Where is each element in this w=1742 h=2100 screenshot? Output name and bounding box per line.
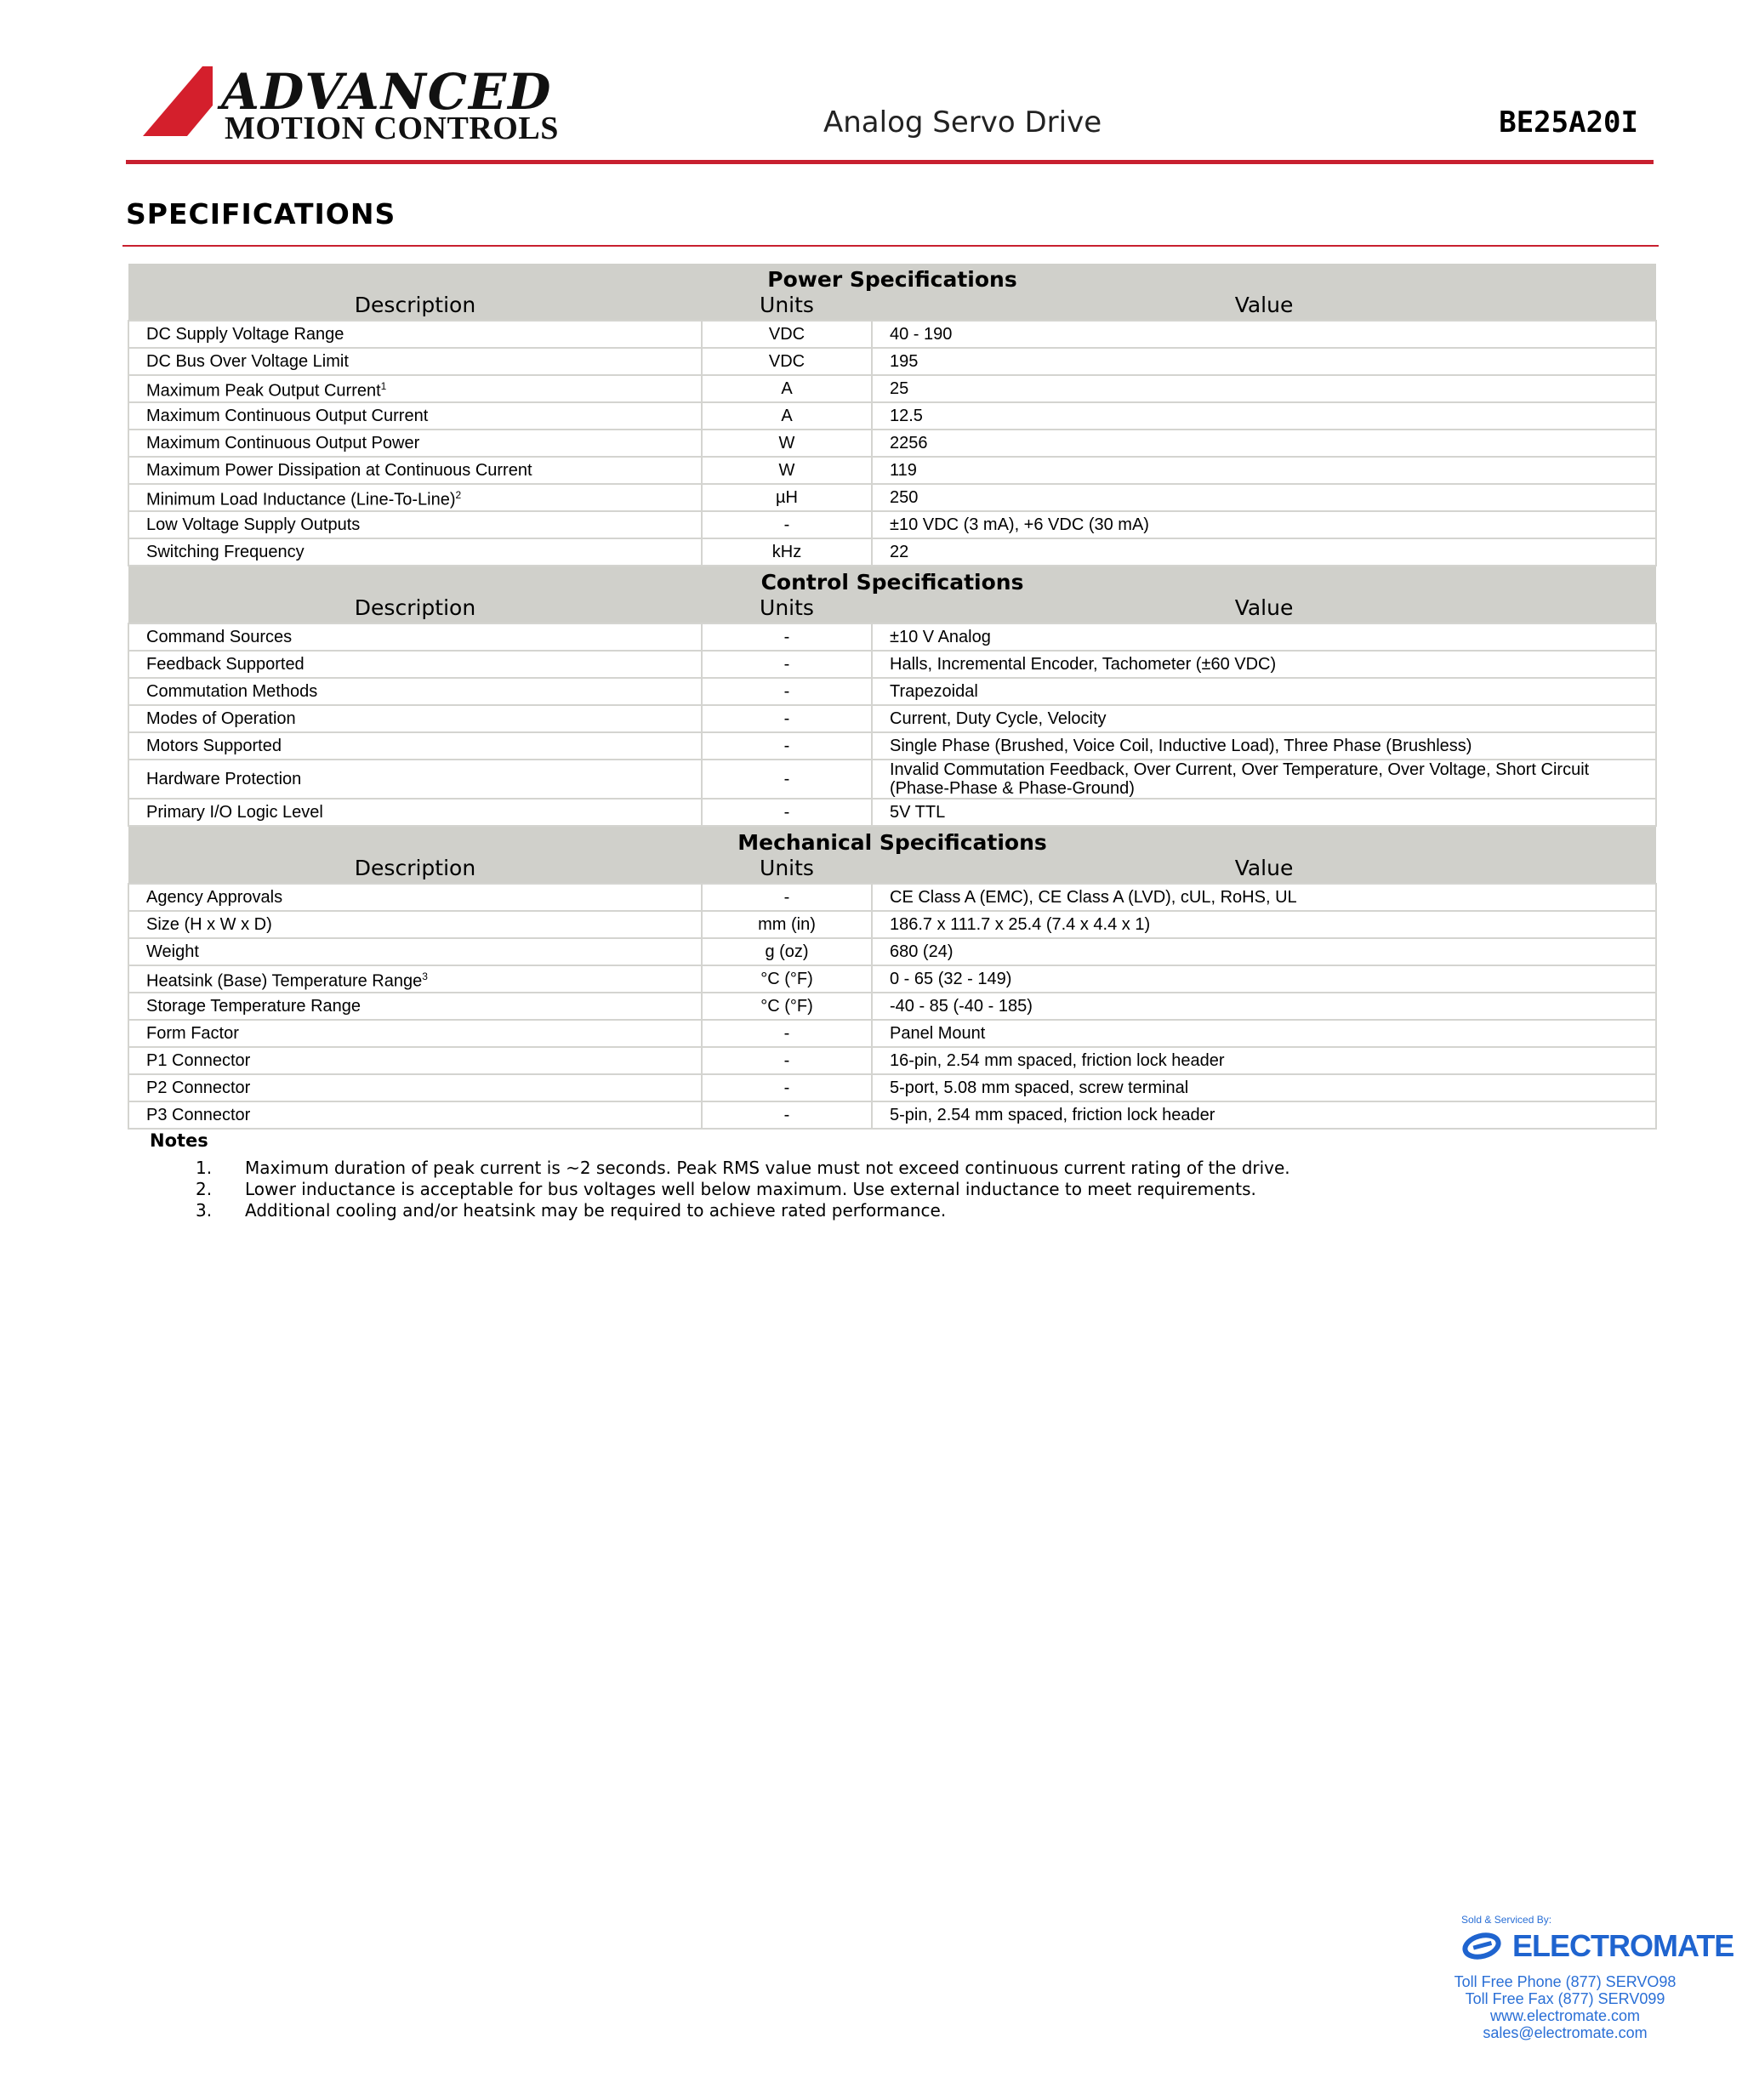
note-item <box>196 1158 1290 1178</box>
description-text: Modes of Operation <box>146 709 296 728</box>
cell-description <box>128 623 702 651</box>
table-row <box>128 430 1656 457</box>
document-subtitle: Analog Servo Drive <box>823 105 1102 139</box>
table-row <box>128 705 1656 732</box>
cell-units: - <box>702 1074 872 1101</box>
distributor-name: ELECTROMATE <box>1512 1928 1734 1963</box>
description-text: Storage Temperature Range <box>146 997 361 1016</box>
notes-title: Notes <box>150 1130 208 1151</box>
table-row <box>128 321 1656 348</box>
cell-description <box>128 430 702 457</box>
column-header-units: Units <box>702 293 872 321</box>
logo-word-motion-controls: MOTION CONTROLS <box>225 111 559 146</box>
cell-value: Current, Duty Cycle, Velocity <box>872 705 1656 732</box>
distributor-fax: Toll Free Fax (877) SERV099 <box>1465 1990 1665 2007</box>
cell-value: Trapezoidal <box>872 678 1656 705</box>
cell-description <box>128 1074 702 1101</box>
cell-value: 2256 <box>872 430 1656 457</box>
description-text: Minimum Load Inductance (Line-To-Line) <box>146 490 456 509</box>
footnote-marker: 2 <box>455 489 462 502</box>
cell-description <box>128 760 702 799</box>
distributor-phone: Toll Free Phone (877) SERVO98 <box>1454 1973 1677 1990</box>
note-text: Lower inductance is acceptable for bus voltages well below maximum. Use external inductance to meet requirements. <box>245 1179 1256 1199</box>
specifications-table <box>128 264 1657 1130</box>
cell-value: Halls, Incremental Encoder, Tachometer (±60 VDC) <box>872 651 1656 678</box>
cell-value: CE Class A (EMC), CE Class A (LVD), cUL, RoHS, UL <box>872 884 1656 911</box>
table-row <box>128 484 1656 511</box>
cell-units: kHz <box>702 538 872 566</box>
cell-description <box>128 348 702 375</box>
cell-value: 186.7 x 111.7 x 25.4 (7.4 x 4.4 x 1) <box>872 911 1656 938</box>
group-header <box>128 826 1656 856</box>
cell-description <box>128 457 702 484</box>
column-header-value: Value <box>872 856 1656 884</box>
cell-units: µH <box>702 484 872 511</box>
group-title: Mechanical Specifications <box>128 826 1656 856</box>
cell-description <box>128 799 702 826</box>
description-text: Maximum Peak Output Current <box>146 381 381 401</box>
cell-description <box>128 911 702 938</box>
cell-value: 195 <box>872 348 1656 375</box>
table-row <box>128 1047 1656 1074</box>
table-row <box>128 651 1656 678</box>
cell-description <box>128 538 702 566</box>
cell-units: W <box>702 430 872 457</box>
table-row <box>128 348 1656 375</box>
cell-description <box>128 375 702 402</box>
description-text: Form Factor <box>146 1024 239 1043</box>
cell-value: Single Phase (Brushed, Voice Coil, Inductive Load), Three Phase (Brushless) <box>872 732 1656 760</box>
description-text: Command Sources <box>146 628 293 646</box>
description-text: Weight <box>146 942 199 961</box>
table-row <box>128 1074 1656 1101</box>
cell-units: VDC <box>702 321 872 348</box>
cell-description <box>128 965 702 993</box>
note-number: 2. <box>196 1179 213 1199</box>
cell-units: - <box>702 511 872 538</box>
column-header-row <box>128 595 1656 623</box>
cell-units: - <box>702 732 872 760</box>
section-divider <box>122 245 1659 247</box>
table-row <box>128 457 1656 484</box>
column-header-value: Value <box>872 293 1656 321</box>
cell-description <box>128 678 702 705</box>
table-row <box>128 402 1656 430</box>
description-text: Feedback Supported <box>146 655 305 674</box>
description-text: Heatsink (Base) Temperature Range <box>146 971 423 991</box>
cell-value: 22 <box>872 538 1656 566</box>
table-row <box>128 911 1656 938</box>
table-row <box>128 938 1656 965</box>
cell-units: °C (°F) <box>702 993 872 1020</box>
cell-value: 250 <box>872 484 1656 511</box>
column-header-row <box>128 293 1656 321</box>
logo-triangle-icon <box>143 63 225 139</box>
table-row <box>128 375 1656 402</box>
cell-value: ±10 VDC (3 mA), +6 VDC (30 mA) <box>872 511 1656 538</box>
cell-description <box>128 651 702 678</box>
note-text: Maximum duration of peak current is ~2 seconds. Peak RMS value must not exceed continuous current rating of the drive. <box>245 1158 1290 1178</box>
cell-value: Invalid Commutation Feedback, Over Current, Over Temperature, Over Voltage, Short Circuit (Phase-Phase & Phase-Ground) <box>872 760 1656 799</box>
electromate-logo-icon <box>1461 1931 1506 1960</box>
description-text: Maximum Power Dissipation at Continuous Current <box>146 461 532 480</box>
cell-value: 16-pin, 2.54 mm spaced, friction lock header <box>872 1047 1656 1074</box>
table-row <box>128 732 1656 760</box>
cell-units: A <box>702 375 872 402</box>
cell-description <box>128 884 702 911</box>
cell-units: °C (°F) <box>702 965 872 993</box>
cell-value: Panel Mount <box>872 1020 1656 1047</box>
note-item <box>196 1200 946 1221</box>
group-title: Control Specifications <box>128 566 1656 595</box>
cell-description <box>128 705 702 732</box>
cell-units: - <box>702 678 872 705</box>
table-row <box>128 678 1656 705</box>
cell-description <box>128 321 702 348</box>
table-row <box>128 965 1656 993</box>
note-item <box>196 1179 1256 1199</box>
description-text: Commutation Methods <box>146 682 318 701</box>
logo-word-advanced: ADVANCED <box>221 63 553 121</box>
description-text: Primary I/O Logic Level <box>146 803 323 822</box>
cell-value: 5V TTL <box>872 799 1656 826</box>
note-text: Additional cooling and/or heatsink may be required to achieve rated performance. <box>245 1200 947 1221</box>
cell-units: g (oz) <box>702 938 872 965</box>
cell-units: VDC <box>702 348 872 375</box>
description-text: P1 Connector <box>146 1051 251 1070</box>
note-number: 1. <box>196 1158 213 1178</box>
cell-units: - <box>702 884 872 911</box>
cell-value: 12.5 <box>872 402 1656 430</box>
description-text: P3 Connector <box>146 1106 251 1124</box>
cell-value: -40 - 85 (-40 - 185) <box>872 993 1656 1020</box>
cell-value: 25 <box>872 375 1656 402</box>
column-header-description: Description <box>128 856 702 884</box>
cell-units: - <box>702 623 872 651</box>
cell-value: 119 <box>872 457 1656 484</box>
cell-value: ±10 V Analog <box>872 623 1656 651</box>
sold-by-label: Sold & Serviced By: <box>1461 1914 1552 1926</box>
column-header-description: Description <box>128 293 702 321</box>
cell-units: mm (in) <box>702 911 872 938</box>
cell-value: 5-port, 5.08 mm spaced, screw terminal <box>872 1074 1656 1101</box>
column-header-row <box>128 856 1656 884</box>
cell-value: 0 - 65 (32 - 149) <box>872 965 1656 993</box>
table-row <box>128 511 1656 538</box>
distributor-website-link[interactable]: www.electromate.com <box>1489 2007 1641 2024</box>
distributor-email-link[interactable]: sales@electromate.com <box>1483 2024 1648 2041</box>
description-text: Size (H x W x D) <box>146 915 272 934</box>
cell-description <box>128 1020 702 1047</box>
table-row <box>128 799 1656 826</box>
cell-value: 5-pin, 2.54 mm spaced, friction lock header <box>872 1101 1656 1129</box>
footnote-marker: 3 <box>422 970 428 983</box>
cell-description <box>128 732 702 760</box>
description-text: Low Voltage Supply Outputs <box>146 515 361 534</box>
cell-units: A <box>702 402 872 430</box>
cell-units: - <box>702 760 872 799</box>
description-text: Switching Frequency <box>146 543 305 561</box>
group-title: Power Specifications <box>128 264 1656 293</box>
group-header <box>128 566 1656 595</box>
table-row <box>128 760 1656 799</box>
cell-units: - <box>702 705 872 732</box>
description-text: Agency Approvals <box>146 888 283 907</box>
cell-value: 680 (24) <box>872 938 1656 965</box>
description-text: DC Bus Over Voltage Limit <box>146 352 349 371</box>
description-text: DC Supply Voltage Range <box>146 325 344 344</box>
section-title: SPECIFICATIONS <box>126 197 396 230</box>
cell-units: - <box>702 799 872 826</box>
table-row <box>128 1101 1656 1129</box>
note-number: 3. <box>196 1200 213 1221</box>
cell-description <box>128 511 702 538</box>
description-text: Motors Supported <box>146 737 282 755</box>
cell-description <box>128 938 702 965</box>
cell-units: - <box>702 651 872 678</box>
company-logo <box>143 63 560 145</box>
column-header-description: Description <box>128 595 702 623</box>
cell-description <box>128 993 702 1020</box>
cell-description <box>128 484 702 511</box>
cell-description <box>128 402 702 430</box>
cell-description <box>128 1047 702 1074</box>
cell-value: 40 - 190 <box>872 321 1656 348</box>
header-divider <box>126 160 1654 164</box>
group-header <box>128 264 1656 293</box>
footnote-marker: 1 <box>380 380 387 393</box>
cell-units: W <box>702 457 872 484</box>
table-row <box>128 993 1656 1020</box>
model-number: BE25A20I <box>1499 105 1638 139</box>
description-text: Hardware Protection <box>146 770 302 788</box>
description-text: Maximum Continuous Output Current <box>146 407 429 425</box>
table-row <box>128 538 1656 566</box>
description-text: P2 Connector <box>146 1078 251 1097</box>
cell-units: - <box>702 1020 872 1047</box>
table-row <box>128 1020 1656 1047</box>
table-row <box>128 884 1656 911</box>
cell-units: - <box>702 1047 872 1074</box>
table-row <box>128 623 1656 651</box>
cell-description <box>128 1101 702 1129</box>
column-header-units: Units <box>702 856 872 884</box>
column-header-units: Units <box>702 595 872 623</box>
column-header-value: Value <box>872 595 1656 623</box>
cell-units: - <box>702 1101 872 1129</box>
description-text: Maximum Continuous Output Power <box>146 434 420 452</box>
